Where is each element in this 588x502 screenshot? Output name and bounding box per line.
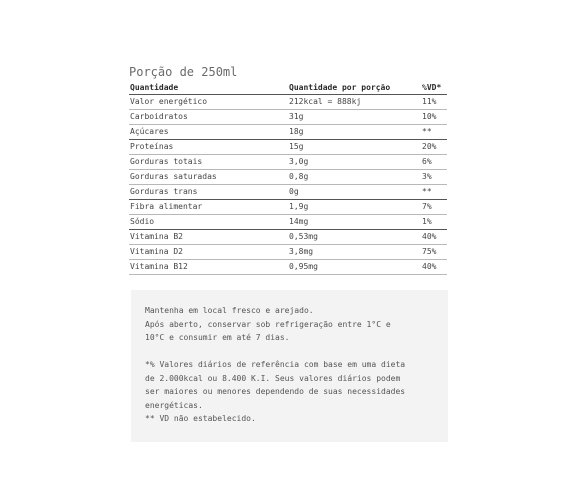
nutrient-name: Fibra alimentar: [129, 200, 288, 215]
note-line: de 2.000kcal ou 8.400 K.I. Seus valores diários podem: [145, 373, 401, 383]
nutrient-daily-value: 40%: [421, 230, 447, 245]
header-quantity: Quantidade: [129, 82, 288, 95]
nutrient-amount: 1,9g: [288, 200, 421, 215]
note-line: *% Valores diários de referência com base em uma dieta: [145, 360, 406, 369]
nutrient-amount: 3,0g: [288, 155, 421, 170]
serving-size-title: Porção de 250ml: [129, 65, 238, 79]
nutrient-amount: 0,95mg: [288, 260, 421, 275]
header-daily-value: %VD*: [421, 82, 447, 95]
table-row: [129, 215, 447, 230]
nutrient-name: Carboidratos: [129, 110, 288, 125]
table-row: [129, 200, 447, 215]
note-line: Após aberto, conservar sob refrigeração entre 1°C e: [145, 319, 391, 329]
nutrient-amount: 18g: [288, 125, 421, 140]
table-row: [129, 110, 447, 125]
nutrient-daily-value: 3%: [421, 170, 447, 185]
table-row: [129, 245, 447, 260]
nutrient-daily-value: **: [421, 125, 447, 140]
header-amount-per-serving: Quantidade por porção: [288, 82, 421, 95]
table-row: [129, 95, 447, 110]
nutrient-name: Gorduras saturadas: [129, 170, 288, 185]
nutrient-daily-value: 7%: [421, 200, 447, 215]
nutrition-facts-panel: [129, 64, 447, 275]
nutrient-name: Sódio: [129, 215, 288, 230]
table-row: [129, 230, 447, 245]
storage-notes: [131, 290, 448, 442]
nutrient-name: Valor energético: [129, 95, 288, 110]
nutrient-amount: 0g: [288, 185, 421, 200]
table-row: [129, 185, 447, 200]
table-row: [129, 260, 447, 275]
note-line: Mantenha em local fresco e arejado.: [145, 306, 314, 315]
nutrient-daily-value: 10%: [421, 110, 447, 125]
table-header-row: [129, 82, 447, 95]
nutrient-amount: 3,8mg: [288, 245, 421, 260]
nutrient-daily-value: 6%: [421, 155, 447, 170]
table-row: [129, 170, 447, 185]
nutrient-daily-value: **: [421, 185, 447, 200]
table-row: [129, 140, 447, 155]
note-line: 10°C e consumir em até 7 dias.: [145, 333, 290, 342]
note-line: energéticas.: [145, 400, 203, 410]
nutrient-daily-value: 40%: [421, 260, 447, 275]
nutrient-name: Vitamina B12: [129, 260, 288, 275]
nutrient-amount: 0,8g: [288, 170, 421, 185]
nutrient-daily-value: 20%: [421, 140, 447, 155]
nutrient-name: Açúcares: [129, 125, 288, 140]
table-row: [129, 155, 447, 170]
nutrient-amount: 31g: [288, 110, 421, 125]
nutrient-amount: 0,53mg: [288, 230, 421, 245]
nutrition-table: [129, 82, 447, 275]
nutrient-name: Gorduras totais: [129, 155, 288, 170]
note-line: ser maiores ou menores dependendo de suas necessidades: [145, 387, 406, 396]
nutrient-name: Vitamina D2: [129, 245, 288, 260]
note-spacer: [145, 345, 438, 359]
nutrient-daily-value: 11%: [421, 95, 447, 110]
nutrient-name: Gorduras trans: [129, 185, 288, 200]
nutrient-daily-value: 1%: [421, 215, 447, 230]
nutrient-amount: 212kcal = 888kj: [288, 95, 421, 110]
nutrient-name: Vitamina B2: [129, 230, 288, 245]
note-line: ** VD não estabelecido.: [145, 414, 256, 423]
nutrient-name: Proteínas: [129, 140, 288, 155]
nutrient-daily-value: 75%: [421, 245, 447, 260]
nutrition-rows: [129, 95, 447, 275]
table-row: [129, 125, 447, 140]
nutrient-amount: 14mg: [288, 215, 421, 230]
nutrient-amount: 15g: [288, 140, 421, 155]
